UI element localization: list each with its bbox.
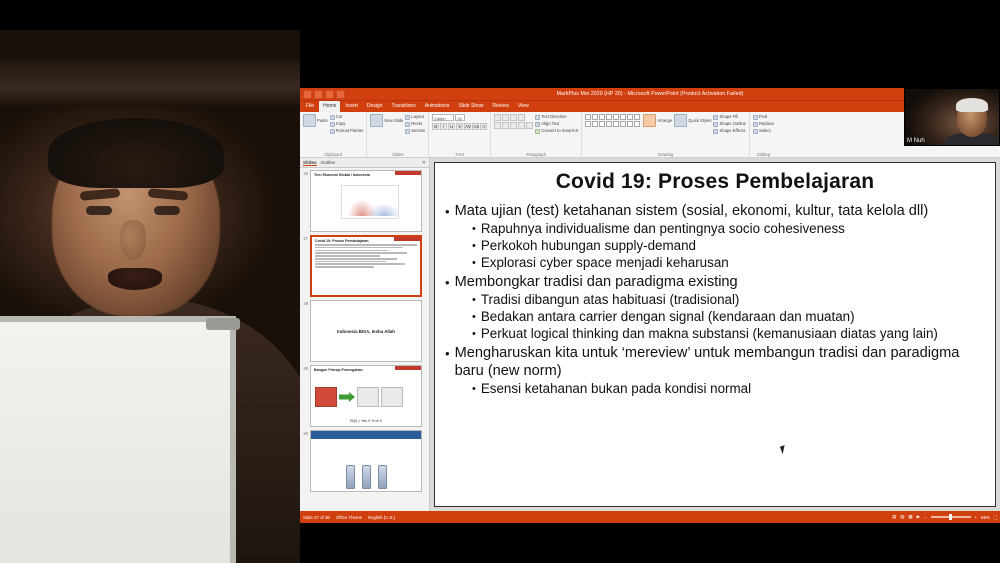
list-item[interactable]	[302, 235, 427, 297]
bullet-marker-icon: •	[472, 257, 476, 270]
effects-icon	[713, 129, 718, 134]
layout-button[interactable]	[405, 114, 425, 120]
select-label: Select	[759, 128, 771, 133]
align-text-label: Align Text	[541, 121, 560, 126]
list-item[interactable]	[302, 170, 427, 232]
current-slide[interactable]	[434, 162, 996, 507]
find-label: Find	[759, 114, 768, 119]
thumb-diagram-arrow	[339, 392, 355, 402]
copy-button[interactable]	[330, 121, 364, 127]
thumb-diagram-block	[315, 387, 337, 407]
copy-label: Copy	[335, 121, 346, 126]
text-direction-icon	[535, 115, 540, 120]
tab-transitions[interactable]: Transitions	[391, 103, 416, 109]
shape-cube-icon[interactable]	[620, 121, 626, 127]
format-painter-button[interactable]	[330, 128, 364, 134]
new-slide-label: New Slide	[384, 117, 404, 123]
zoom-in-icon[interactable]: +	[974, 514, 978, 520]
ceiling-shadow	[0, 60, 300, 106]
new-slide-icon	[370, 114, 383, 127]
bullet-marker-icon: •	[472, 311, 476, 324]
shape-fill-button[interactable]	[713, 114, 746, 120]
bullet-marker-icon: •	[472, 382, 476, 395]
language-indicator[interactable]: English (U.S.)	[368, 514, 396, 520]
tab-design[interactable]: Design	[366, 103, 383, 109]
paste-label: Paste	[317, 117, 328, 123]
zoom-watermark: zoom	[892, 462, 986, 497]
bullets-button[interactable]	[494, 114, 501, 121]
bullet-text: Mengharuskan kita untuk ‘mereview’ untuk membangun tradisi dan paradigma baru (new norm)	[454, 345, 960, 379]
tab-file[interactable]: File	[306, 103, 315, 109]
thumb-diagram-block	[381, 387, 403, 407]
view-normal-icon[interactable]: ▤	[892, 514, 897, 519]
slide-body[interactable]	[445, 200, 985, 397]
thumb-bottle-images	[311, 465, 421, 489]
replace-icon	[753, 122, 758, 127]
slide-number: 27	[303, 236, 308, 241]
new-slide-button[interactable]	[370, 114, 403, 127]
slide-canvas-area[interactable]	[430, 158, 1000, 511]
tab-insert[interactable]: Insert	[345, 103, 358, 109]
decrease-indent-button[interactable]	[510, 114, 517, 121]
ribbon-group-paragraph	[491, 112, 582, 157]
bullet-level1[interactable]	[445, 274, 985, 291]
convert-smartart-label: Convert to SmartArt	[541, 128, 579, 133]
shape-callout-icon[interactable]	[606, 121, 612, 127]
tab-review[interactable]: Review	[492, 103, 509, 109]
ribbon-group-slides	[367, 112, 429, 157]
bullet-marker-icon: •	[472, 294, 476, 307]
scissors-icon	[330, 115, 335, 120]
font-name-input[interactable]: Calibri	[432, 114, 454, 121]
layout-icon	[405, 115, 410, 120]
bold-button[interactable]: B	[434, 124, 438, 129]
thumb-accent-bar	[394, 237, 420, 241]
arrange-icon	[643, 114, 656, 127]
whiteboard-clip	[206, 318, 240, 330]
shape-banner-icon[interactable]	[613, 121, 619, 127]
thumb-title: Indonesia BISA, Insha Allah	[337, 328, 395, 334]
bullet-level2[interactable]	[472, 292, 985, 308]
shape-effects-label: Shape Effects	[719, 128, 746, 133]
underline-button[interactable]: U	[450, 124, 454, 129]
shape-curve-icon[interactable]	[634, 114, 640, 120]
thumb-title: Bangun Prinsip Pencegahan	[314, 368, 363, 372]
arrange-button[interactable]	[643, 114, 672, 127]
shape-triangle-icon[interactable]	[606, 114, 612, 120]
slide-thumbnail[interactable]	[310, 300, 422, 362]
zoom-slider-knob[interactable]	[949, 514, 952, 520]
outline-pen-icon	[713, 122, 718, 127]
view-slideshow-icon[interactable]: ▶	[916, 514, 920, 519]
zoom-out-icon[interactable]: −	[923, 514, 927, 520]
cut-button[interactable]	[330, 114, 364, 120]
bullet-text: Explorasi cyber space menjadi keharusan	[480, 255, 729, 271]
share-bottom-letterbox	[300, 523, 1000, 563]
thumb-accent-bar	[395, 366, 421, 370]
shadow-button[interactable]: S	[458, 124, 462, 129]
numbering-button[interactable]	[502, 114, 509, 121]
shape-connector-icon[interactable]	[627, 114, 633, 120]
status-right-group[interactable]	[892, 514, 997, 520]
mouth	[108, 268, 162, 290]
zoom-slider[interactable]	[931, 516, 971, 518]
ribbon-group-clipboard	[300, 112, 367, 157]
shape-line-icon[interactable]	[613, 114, 619, 120]
shape-fill-label: Shape Fill	[719, 114, 739, 119]
group-label-paragraph: Paragraph	[526, 152, 547, 157]
bullet-level2[interactable]	[472, 326, 985, 342]
increase-indent-button[interactable]	[518, 114, 525, 121]
list-item[interactable]	[302, 430, 427, 492]
slide-thumbnail[interactable]	[310, 170, 422, 232]
close-pane-icon[interactable]: ✕	[421, 159, 426, 166]
fill-bucket-icon	[713, 115, 718, 120]
bullet-marker-icon: •	[445, 346, 450, 362]
bullet-text: Membongkar tradisi dan paradigma existing	[454, 274, 738, 291]
character-spacing-button[interactable]: AV	[465, 124, 471, 129]
bullet-text: Mata ujian (test) ketahanan sistem (sosial, ekonomi, kultur, tata kelola dll)	[454, 203, 929, 219]
slide-thumbnail-selected[interactable]	[310, 235, 422, 297]
whiteboard	[0, 316, 236, 563]
bullet-text: Perkuat logical thinking dan makna substansi (kemanusiaan diatas yang lain)	[480, 326, 938, 342]
italic-button[interactable]: I	[440, 123, 447, 130]
paintbrush-icon	[330, 129, 335, 134]
shape-arrow-icon[interactable]	[620, 114, 626, 120]
tab-slide-show[interactable]: Slide Show	[458, 103, 484, 109]
view-reading-icon[interactable]: ▦	[908, 514, 913, 519]
reset-label: Reset	[411, 121, 423, 126]
text-direction-button[interactable]	[535, 114, 578, 120]
thumb-formula: R(0) = Yes X % of X	[350, 419, 382, 423]
reset-icon	[405, 122, 410, 127]
font-style-buttons[interactable]	[432, 123, 487, 130]
section-button[interactable]	[405, 128, 425, 134]
font-size-input[interactable]: 18	[455, 114, 465, 121]
ribbon-group-font	[429, 112, 491, 157]
group-label-slides: Slides	[392, 152, 404, 157]
bullet-text: Rapuhnya individualisme dan pentingnya socio cohesiveness	[480, 221, 845, 237]
group-label-font: Font	[455, 152, 464, 157]
thumb-header-band	[311, 431, 421, 439]
view-sorter-icon[interactable]: ▥	[900, 514, 905, 519]
ribbon[interactable]	[300, 112, 1000, 158]
ribbon-group-drawing	[582, 112, 750, 157]
justify-button[interactable]	[518, 122, 525, 129]
thumb-chart-curves	[344, 188, 398, 216]
align-text-icon	[535, 122, 540, 127]
bullet-marker-icon: •	[472, 223, 476, 236]
replace-label: Replace	[759, 121, 775, 126]
group-label-clipboard: Clipboard	[324, 152, 343, 157]
bullet-level1[interactable]	[445, 203, 985, 220]
ribbon-tab-bar[interactable]	[300, 101, 1000, 112]
columns-button[interactable]	[526, 122, 533, 129]
shape-outline-label: Shape Outline	[719, 121, 746, 126]
thumb-title: Tren Ekonomi Global / Indonesia	[314, 173, 370, 177]
bullet-level2[interactable]	[472, 221, 985, 237]
cut-label: Cut	[335, 114, 343, 119]
bullet-level1[interactable]	[445, 345, 985, 379]
video-background	[0, 30, 300, 563]
bullet-text: Perkokoh hubungan supply-demand	[480, 238, 697, 254]
shape-diamond-icon[interactable]	[634, 121, 640, 127]
pane-tab-slides[interactable]: Slides	[303, 159, 317, 165]
select-button[interactable]	[753, 128, 774, 134]
slide-thumbnail[interactable]	[310, 365, 422, 427]
bullet-text: Esensi ketahanan bukan pada kondisi normal	[480, 380, 752, 396]
slide-title[interactable]: Covid 19: Proses Pembelajaran	[555, 170, 875, 193]
align-right-button[interactable]	[510, 122, 517, 129]
replace-button[interactable]	[753, 121, 774, 127]
participant-name-label: M Nuh	[907, 138, 925, 144]
bullet-marker-icon: •	[445, 275, 450, 291]
speaker-hair	[48, 118, 224, 188]
list-item[interactable]	[302, 365, 427, 427]
text-direction-label: Text Direction	[541, 114, 567, 119]
slide-number: 30	[303, 431, 308, 436]
theme-name: Office Theme	[335, 514, 363, 520]
thumb-accent-bar	[395, 171, 421, 175]
eye-left	[86, 206, 112, 215]
thumb-chart	[341, 185, 399, 219]
slide-indicator: Slide 27 of 36	[303, 514, 330, 520]
copy-icon	[330, 122, 335, 127]
select-icon	[753, 129, 758, 134]
list-item[interactable]	[302, 300, 427, 362]
slide-thumbnail[interactable]	[310, 430, 422, 492]
reset-button[interactable]	[405, 121, 425, 127]
tab-animations[interactable]: Animations	[424, 103, 450, 109]
quick-styles-label: Quick Styles	[688, 117, 712, 123]
speaker-video-tile[interactable]	[0, 0, 300, 563]
bullet-text: Bedakan antara carrier dengan signal (kendaraan dan muatan)	[480, 309, 855, 325]
section-icon	[405, 129, 410, 134]
thumb-body-lines	[312, 243, 420, 270]
editor-main-area	[300, 158, 1000, 511]
window-title-bar[interactable]	[300, 88, 1000, 101]
bullet-marker-icon: •	[445, 204, 450, 219]
tab-view[interactable]: View	[517, 103, 529, 109]
section-label: Section	[411, 128, 426, 133]
thumb-title: Covid 19: Proses Pembelajaran	[315, 239, 369, 243]
fit-to-window-icon[interactable]: ⛶	[993, 514, 997, 520]
status-bar[interactable]	[300, 511, 1000, 523]
shape-rounded-icon[interactable]	[592, 114, 598, 120]
share-top-letterbox	[300, 0, 1000, 88]
paste-icon	[303, 114, 316, 127]
format-painter-label: Format Painter	[335, 128, 364, 133]
layout-label: Layout	[411, 114, 424, 119]
bullet-text: Tradisi dibangun atas habituasi (tradisional)	[480, 292, 740, 308]
find-button[interactable]	[753, 114, 774, 120]
smartart-icon	[535, 129, 540, 134]
paste-button[interactable]	[303, 114, 328, 127]
slide-number: 29	[303, 366, 308, 371]
nose	[120, 220, 146, 260]
group-label-editing: Editing	[757, 152, 771, 157]
slide-number: 26	[303, 171, 308, 176]
shapes-gallery[interactable]	[585, 114, 641, 127]
eye-right	[154, 206, 180, 215]
powerpoint-window[interactable]	[300, 88, 1000, 523]
arrange-label: Arrange	[657, 117, 673, 123]
convert-smartart-button[interactable]	[535, 128, 578, 134]
bullet-level2[interactable]	[472, 309, 985, 325]
participant-video-tile[interactable]	[904, 88, 1000, 146]
screen-share-region[interactable]	[300, 88, 1000, 523]
bullet-marker-icon: •	[472, 240, 476, 253]
group-label-drawing: Drawing	[657, 152, 674, 157]
participant-hair	[956, 98, 988, 112]
shape-pentagon-icon[interactable]	[585, 121, 591, 127]
shape-chevron-icon[interactable]	[592, 121, 598, 127]
shape-cylinder-icon[interactable]	[627, 121, 633, 127]
slide-thumbnail-list[interactable]	[300, 168, 429, 511]
change-case-button[interactable]: Aa	[473, 124, 479, 129]
quick-styles-icon	[674, 114, 687, 127]
tab-home[interactable]: Home	[319, 101, 340, 112]
align-text-button[interactable]	[535, 121, 578, 127]
ribbon-group-editing	[750, 112, 777, 157]
shape-star-icon[interactable]	[599, 121, 605, 127]
slides-pane-tabs[interactable]	[300, 158, 429, 168]
window-title: MarkPlus Mei 2020 (HP 30) - Microsoft PowerPoint (Product Activation Failed)	[556, 91, 744, 97]
shape-oval-icon[interactable]	[599, 114, 605, 120]
align-center-button[interactable]	[502, 122, 509, 129]
slides-pane[interactable]	[300, 158, 430, 511]
quick-styles-button[interactable]	[674, 114, 711, 127]
zoom-level[interactable]: 66%	[981, 514, 990, 520]
search-icon	[753, 115, 758, 120]
font-color-button[interactable]: A	[482, 124, 486, 129]
pane-tab-outline[interactable]: Outline	[320, 160, 336, 165]
shape-effects-button[interactable]	[713, 128, 746, 134]
thumb-diagram-block	[357, 387, 379, 407]
bullet-level2[interactable]	[472, 255, 985, 271]
bullet-marker-icon: •	[472, 328, 476, 341]
thumb-diagram	[315, 378, 417, 416]
shape-outline-button[interactable]	[713, 121, 746, 127]
video-top-letterbox	[0, 0, 300, 30]
align-left-button[interactable]	[494, 122, 501, 129]
bullet-level2[interactable]	[472, 238, 985, 254]
slide-number: 28	[303, 301, 308, 306]
bullet-level2[interactable]	[472, 381, 985, 397]
shape-rectangle-icon[interactable]	[585, 114, 591, 120]
